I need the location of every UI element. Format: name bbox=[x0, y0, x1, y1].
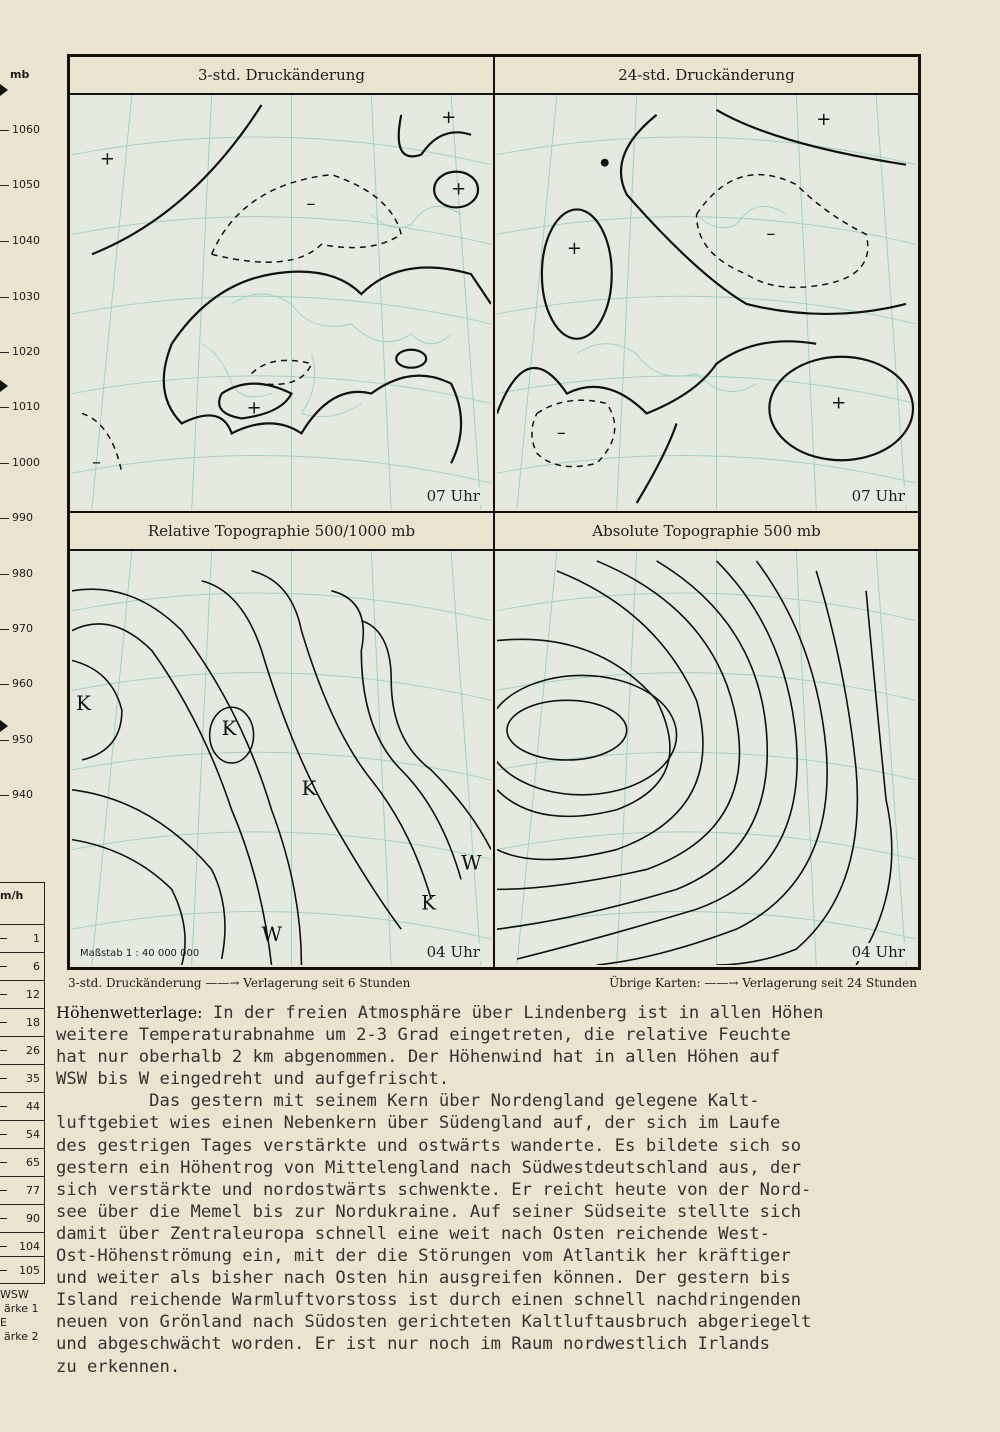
svg-text:+: + bbox=[831, 392, 847, 414]
report-line: Das gestern mit seinem Kern über Nordengland gelegene Kalt- bbox=[56, 1091, 760, 1112]
wind-row: 35 bbox=[0, 1064, 44, 1092]
svg-text:+: + bbox=[99, 148, 115, 170]
svg-text:+: + bbox=[816, 108, 832, 130]
wind-row: 1 bbox=[0, 924, 44, 952]
map-panel-3h-pressure bbox=[69, 56, 494, 512]
report-line: Ost-Höhenströmung ein, mit der die Störungen vom Atlantik her kräftiger bbox=[56, 1246, 791, 1267]
svg-text:–: – bbox=[766, 223, 776, 245]
report-line: hat nur oberhalb 2 km abgenommen. Der Höhenwind hat in allen Höhen auf bbox=[56, 1047, 781, 1068]
panel-title: 3-std. Druckänderung bbox=[70, 57, 493, 95]
wind-row: 12 bbox=[0, 980, 44, 1008]
wind-notes bbox=[0, 1288, 39, 1344]
wind-row: 18 bbox=[0, 1008, 44, 1036]
wind-row: 26 bbox=[0, 1036, 44, 1064]
report-line: damit über Zentraleuropa schnell eine weit nach Osten reichende West- bbox=[56, 1223, 770, 1244]
weather-maps bbox=[67, 54, 921, 970]
legend-24h: Übrige Karten: ——→ Verlagerung seit 24 Stunden bbox=[609, 976, 917, 990]
map-area bbox=[497, 551, 916, 965]
svg-text:+: + bbox=[246, 397, 262, 419]
legend-3h: 3-std. Druckänderung ——→ Verlagerung seit 6 Stunden bbox=[68, 976, 411, 990]
wind-note: E bbox=[0, 1316, 7, 1329]
report-line: und weiter als bisher nach Osten hin ausgreifen können. Der gestern bis bbox=[56, 1268, 791, 1289]
panel-title: Absolute Topographie 500 mb bbox=[495, 513, 918, 551]
panel-time: 04 Uhr bbox=[849, 943, 908, 961]
svg-text:+: + bbox=[441, 106, 457, 128]
map-area bbox=[72, 95, 491, 509]
report-line: neuen von Grönland nach Südosten gerichteten Kaltluftausbruch abgeriegelt bbox=[56, 1312, 812, 1333]
report-line: weitere Temperaturabnahme um 2-3 Grad eingetreten, die relative Feuchte bbox=[56, 1025, 791, 1046]
wind-scale bbox=[0, 882, 45, 1284]
wind-row: 105 bbox=[0, 1256, 44, 1283]
pressure-unit: mb bbox=[10, 68, 30, 81]
svg-text:K: K bbox=[221, 717, 237, 741]
wind-note: ärke 2 bbox=[4, 1330, 39, 1343]
report-line: des gestrigen Tages verstärkte und ostwärts wanderte. Es bildete sich so bbox=[56, 1135, 802, 1156]
wind-row: 65 bbox=[0, 1148, 44, 1176]
svg-text:K: K bbox=[421, 891, 437, 915]
report-line: sich verstärkte und nordostwärts schwenkte. Er reicht heute von der Nord- bbox=[56, 1179, 812, 1200]
map-area bbox=[72, 551, 491, 965]
svg-text:W: W bbox=[261, 923, 283, 947]
panel-time: 04 Uhr bbox=[424, 943, 483, 961]
report-line: gestern ein Höhentrog von Mittelengland nach Südwestdeutschland aus, der bbox=[56, 1157, 802, 1178]
wind-row: 6 bbox=[0, 952, 44, 980]
svg-text:+: + bbox=[566, 238, 582, 260]
map-drawing bbox=[497, 95, 916, 509]
svg-text:–: – bbox=[91, 452, 101, 474]
map-scale: Maßstab 1 : 40 000 000 bbox=[80, 948, 200, 959]
map-panel-24h-pressure bbox=[494, 56, 919, 512]
map-drawing bbox=[72, 95, 491, 509]
report-line: luftgebiet wies einen Nebenkern über Südengland auf, der sich im Laufe bbox=[56, 1113, 781, 1134]
panel-time: 07 Uhr bbox=[424, 487, 483, 505]
pressure-markers bbox=[0, 60, 12, 850]
report-line: Island reichende Warmluftvorstoss ist durch einen schnell nachdringenden bbox=[56, 1290, 802, 1311]
svg-text:K: K bbox=[301, 776, 317, 800]
svg-text:–: – bbox=[306, 193, 316, 215]
wind-note: WSW bbox=[0, 1288, 29, 1301]
wind-unit: m/h bbox=[0, 889, 24, 902]
map-area bbox=[497, 95, 916, 509]
wind-note: ärke 1 bbox=[4, 1302, 39, 1315]
svg-text:K: K bbox=[75, 692, 91, 716]
svg-text:W: W bbox=[461, 851, 482, 875]
report-line: zu erkennen. bbox=[56, 1356, 181, 1377]
map-drawing bbox=[497, 551, 916, 965]
map-panel-absolute-topography bbox=[494, 512, 919, 968]
svg-text:–: – bbox=[556, 422, 566, 444]
wind-row: 90 bbox=[0, 1204, 44, 1232]
wind-row: 77 bbox=[0, 1176, 44, 1204]
wind-row: 104 bbox=[0, 1232, 44, 1260]
report-line: Höhenwetterlage: In der freien Atmosphäre über Lindenberg ist in allen Höhen bbox=[56, 1003, 824, 1023]
map-panel-relative-topography bbox=[69, 512, 494, 968]
panel-time: 07 Uhr bbox=[849, 487, 908, 505]
report-label: Höhenwetterlage: bbox=[56, 1003, 203, 1022]
svg-text:+: + bbox=[451, 178, 467, 200]
map-drawing bbox=[72, 551, 491, 965]
report-line: see über die Memel bis zur Nordukraine. Auf seiner Südseite stellte sich bbox=[56, 1201, 802, 1222]
pressure-scale: mb 1060 1050 1040 1030 1020 1010 1000 990 980 970 960 950 940 bbox=[0, 60, 48, 850]
wind-row: 54 bbox=[0, 1120, 44, 1148]
panel-title: Relative Topographie 500/1000 mb bbox=[70, 513, 493, 551]
wind-row: 44 bbox=[0, 1092, 44, 1120]
report-line: und abgeschwächt worden. Er ist nur noch im Raum nordwestlich Irlands bbox=[56, 1334, 770, 1355]
weather-report bbox=[56, 1002, 986, 1378]
report-line: WSW bis W eingedreht und aufgefrischt. bbox=[56, 1069, 450, 1090]
panel-title: 24-std. Druckänderung bbox=[495, 57, 918, 95]
